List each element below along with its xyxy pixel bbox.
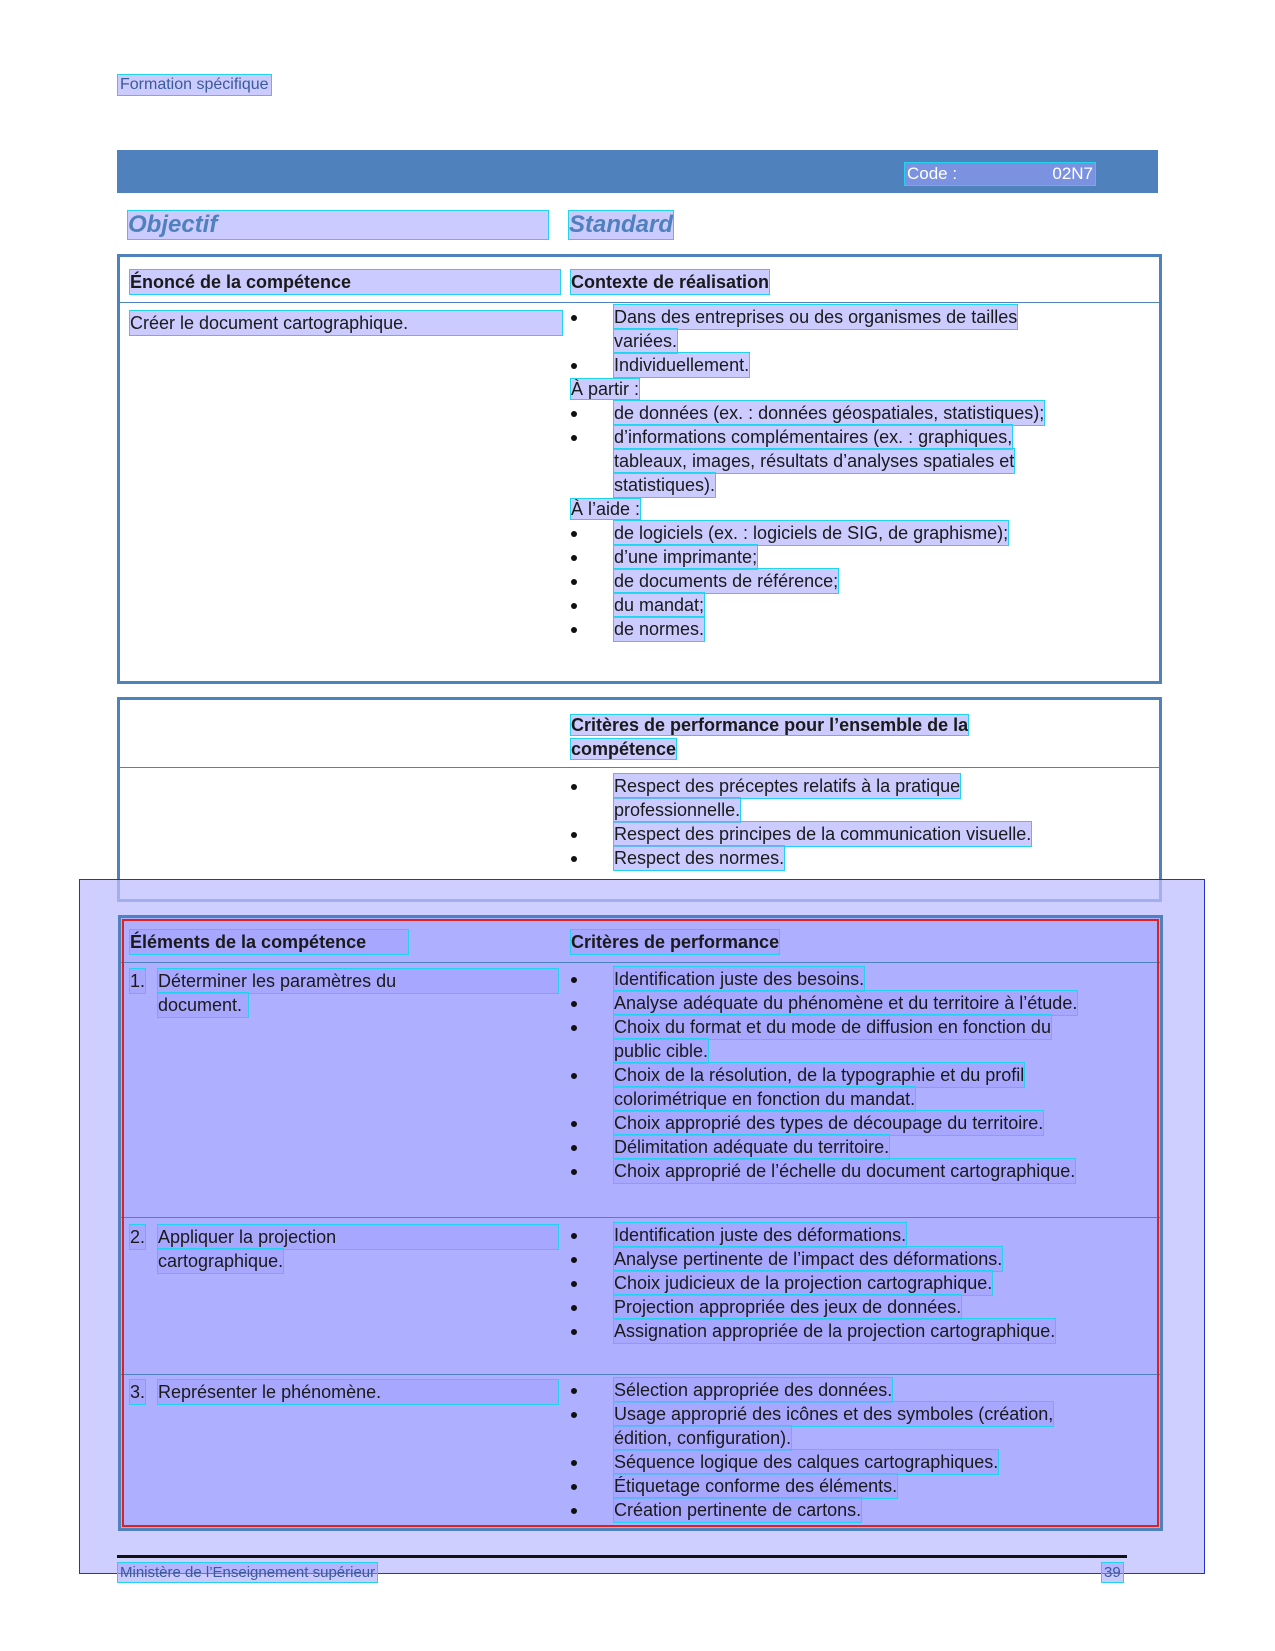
performance-criterion-line: colorimétrique en fonction du mandat. xyxy=(614,1089,916,1109)
competence-table xyxy=(117,254,1162,684)
element-number: 1. xyxy=(130,971,146,991)
overall-criterion xyxy=(571,846,784,870)
footer-rule xyxy=(117,1555,1127,1558)
bullet-icon xyxy=(571,435,577,441)
context-item xyxy=(571,425,1014,497)
context-item xyxy=(571,617,704,641)
performance-criterion-line: Étiquetage conforme des éléments. xyxy=(614,1476,898,1496)
performance-criterion-line: Création pertinente de cartons. xyxy=(614,1500,862,1520)
performance-criterion-line: Assignation appropriée de la projection cartographique. xyxy=(614,1321,1056,1341)
context-item-line: statistiques). xyxy=(614,475,716,495)
performance-criterion-line: Usage approprié des icônes et des symboles (création, xyxy=(614,1404,1054,1424)
element-label: Déterminer les paramètres du xyxy=(158,969,558,993)
bullet-icon xyxy=(571,603,577,609)
element-number: 3. xyxy=(130,1382,146,1402)
performance-criterion-line: Séquence logique des calques cartographiques. xyxy=(614,1452,999,1472)
element-label: Appliquer la projection xyxy=(158,1225,558,1249)
bullet-icon xyxy=(571,363,577,369)
context-label-line: À partir : xyxy=(571,379,640,399)
performance-criteria-header: Critères de performance xyxy=(571,932,780,952)
performance-criterion-line: Projection appropriée des jeux de données. xyxy=(614,1297,962,1317)
bullet-icon xyxy=(571,832,577,838)
context-item xyxy=(571,305,1017,353)
context-label xyxy=(571,377,639,401)
context-label-line: À l’aide : xyxy=(571,499,641,519)
element-label: cartographique. xyxy=(158,1251,284,1271)
context-item-line: d’une imprimante; xyxy=(614,547,758,567)
bullet-icon xyxy=(571,555,577,561)
context-item xyxy=(571,521,1008,545)
selection-frame xyxy=(122,919,1159,1527)
context-header: Contexte de réalisation xyxy=(571,272,770,292)
performance-criterion-line: Choix judicieux de la projection cartographique. xyxy=(614,1273,993,1293)
context-item-line: du mandat; xyxy=(614,595,705,615)
overall-criterion-line: Respect des principes de la communication visuelle. xyxy=(614,824,1032,844)
bullet-icon xyxy=(571,784,577,790)
context-item xyxy=(571,401,1044,425)
performance-criterion-line: Choix approprié de l’échelle du document cartographique. xyxy=(614,1161,1076,1181)
overall-criterion-line: Respect des préceptes relatifs à la pratique xyxy=(614,776,961,796)
context-item xyxy=(571,593,704,617)
context-item-line: Dans des entreprises ou des organismes de tailles xyxy=(614,307,1018,327)
overall-criterion-line: professionnelle. xyxy=(614,800,741,820)
section-objectif: Objectif xyxy=(128,211,548,239)
elements-header: Éléments de la compétence xyxy=(130,930,408,954)
context-item-line: de documents de référence; xyxy=(614,571,839,591)
context-item-line: d’informations complémentaires (ex. : graphiques, xyxy=(614,427,1013,447)
bullet-icon xyxy=(571,856,577,862)
bullet-icon xyxy=(571,531,577,537)
element-number: 2. xyxy=(130,1227,146,1247)
context-item-line: de logiciels (ex. : logiciels de SIG, de graphisme); xyxy=(614,523,1009,543)
context-label xyxy=(571,497,640,521)
bullet-icon xyxy=(571,579,577,585)
overall-criterion xyxy=(571,822,1031,846)
page-number: 39 xyxy=(1104,1564,1121,1581)
performance-criterion-line: Analyse pertinente de l’impact des déformations. xyxy=(614,1249,1003,1269)
header-divider xyxy=(120,302,1159,303)
overall-criterion-line: Respect des normes. xyxy=(614,848,785,868)
code-label-text: Code : xyxy=(907,164,958,183)
performance-criterion-line: Identification juste des déformations. xyxy=(614,1225,907,1245)
performance-criterion-line: Délimitation adéquate du territoire. xyxy=(614,1137,890,1157)
document-header: Formation spécifique xyxy=(120,76,269,93)
overall-criteria-header-line: Critères de performance pour l’ensemble de la xyxy=(571,715,969,735)
code-label xyxy=(905,163,1095,185)
performance-criterion-line: Choix de la résolution, de la typographie et du profil xyxy=(614,1065,1025,1085)
overall-criteria-header-line: compétence xyxy=(571,739,677,759)
element-label: Représenter le phénomène. xyxy=(158,1380,558,1404)
code-value: 02N7 xyxy=(1052,164,1093,183)
context-item-line: de normes. xyxy=(614,619,705,639)
context-item-line: de données (ex. : données géospatiales, statistiques); xyxy=(614,403,1045,423)
context-item-line: Individuellement. xyxy=(614,355,750,375)
performance-criterion-line: Choix du format et du mode de diffusion en fonction du xyxy=(614,1017,1051,1037)
bullet-icon xyxy=(571,315,577,321)
element-label: document. xyxy=(158,993,248,1017)
performance-criterion-line: édition, configuration). xyxy=(614,1428,792,1448)
context-item-line: variées. xyxy=(614,331,678,351)
bullet-icon xyxy=(571,411,577,417)
header-divider xyxy=(120,767,1159,768)
bullet-icon xyxy=(571,627,577,633)
overall-criterion xyxy=(571,774,960,822)
context-item-line: tableaux, images, résultats d’analyses spatiales et xyxy=(614,451,1015,471)
context-item xyxy=(571,569,838,593)
performance-criterion-line: Choix approprié des types de découpage du territoire. xyxy=(614,1113,1044,1133)
context-item xyxy=(571,545,757,569)
section-standard: Standard xyxy=(569,211,674,238)
context-item xyxy=(571,353,749,377)
competence-statement-header: Énoncé de la compétence xyxy=(130,270,560,294)
performance-criterion-line: public cible. xyxy=(614,1041,709,1061)
performance-criterion-line: Sélection appropriée des données. xyxy=(614,1380,893,1400)
footer-ministry: Ministère de l’Enseignement supérieur xyxy=(120,1564,376,1581)
performance-criterion-line: Analyse adéquate du phénomène et du territoire à l’étude. xyxy=(614,993,1078,1013)
overall-criteria-table xyxy=(117,697,1162,902)
competence-statement: Créer le document cartographique. xyxy=(130,311,562,335)
performance-criterion-line: Identification juste des besoins. xyxy=(614,969,865,989)
